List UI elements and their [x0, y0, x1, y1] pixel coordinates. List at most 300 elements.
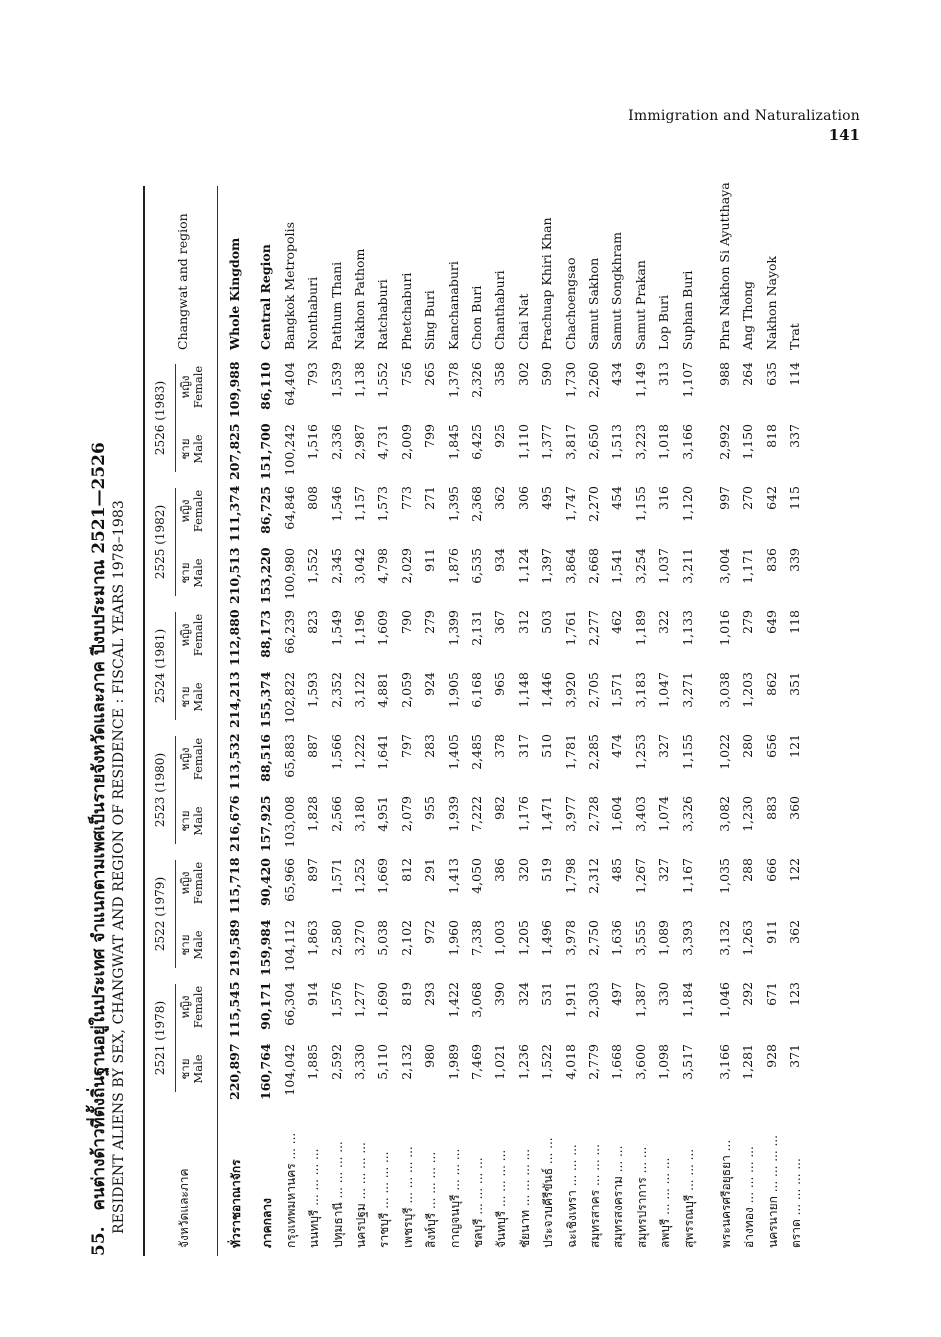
- value-cell: 819: [398, 982, 414, 1006]
- row-label-thai: กาญจนบุรี ... ... ...: [447, 1148, 462, 1248]
- row-label-english: Phetchaburi: [398, 272, 414, 350]
- value-cell: 1,155: [679, 734, 695, 770]
- value-cell: 1,566: [328, 734, 344, 770]
- value-cell: 2,079: [398, 796, 414, 832]
- value-cell: 115,718: [227, 857, 242, 914]
- value-cell: 111,374: [227, 485, 242, 542]
- row-label-english: Pathum Thani: [328, 261, 344, 350]
- value-cell: 2,131: [469, 610, 484, 646]
- row-label-english: Samut Sakhon: [586, 257, 601, 350]
- value-cell: 339: [787, 548, 803, 572]
- value-cell: 210,513: [227, 547, 242, 604]
- value-cell: 503: [539, 610, 555, 634]
- value-cell: 337: [787, 424, 803, 448]
- value-cell: 1,552: [305, 548, 321, 584]
- value-cell: 1,189: [632, 610, 648, 646]
- value-cell: 823: [305, 610, 321, 634]
- value-cell: 2,728: [586, 796, 601, 832]
- value-cell: 1,387: [632, 982, 648, 1018]
- value-cell: 4,018: [562, 1044, 578, 1080]
- value-cell: 1,176: [515, 796, 531, 832]
- value-cell: 6,425: [469, 424, 484, 460]
- year-header: [153, 356, 167, 480]
- row-label-english: Lop Buri: [656, 294, 672, 350]
- value-cell: 3,920: [562, 672, 578, 708]
- value-cell: 1,636: [609, 920, 625, 956]
- value-cell: 1,184: [679, 982, 695, 1018]
- female-header: [179, 356, 205, 418]
- female-label-th: หญิง: [178, 375, 192, 399]
- value-cell: 3,403: [632, 796, 648, 832]
- value-cell: 1,155: [632, 486, 648, 522]
- value-cell: 100,980: [281, 548, 297, 600]
- male-header: [179, 914, 205, 976]
- row-label-english: Chai Nat: [515, 293, 531, 350]
- value-cell: 279: [740, 610, 756, 634]
- female-header: [179, 728, 205, 790]
- value-cell: 64,846: [281, 486, 297, 530]
- value-cell: 510: [539, 734, 555, 758]
- value-cell: 2,285: [586, 734, 601, 770]
- female-label-th: หญิง: [178, 623, 192, 647]
- value-cell: 1,107: [679, 362, 695, 398]
- value-cell: 109,988: [227, 361, 242, 418]
- female-label-en: Female: [191, 489, 205, 533]
- value-cell: 3,004: [717, 548, 732, 584]
- value-cell: 1,546: [328, 486, 344, 522]
- row-label-english: Trat: [787, 323, 803, 350]
- value-cell: 756: [398, 362, 414, 386]
- value-cell: 371: [787, 1044, 803, 1068]
- header-changwat-thai: จังหวัดและภาค: [177, 1168, 191, 1248]
- row-label-english: Kanchanaburi: [445, 261, 461, 350]
- row-label-english: Whole Kingdom: [227, 237, 242, 350]
- value-cell: 1,576: [328, 982, 344, 1018]
- value-cell: 1,885: [305, 1044, 321, 1080]
- value-cell: 897: [305, 858, 321, 882]
- value-cell: 1,828: [305, 796, 321, 832]
- year-en: (1979): [153, 876, 167, 921]
- value-cell: 1,960: [445, 920, 461, 956]
- value-cell: 462: [609, 610, 625, 634]
- value-cell: 1,609: [375, 610, 391, 646]
- value-cell: 914: [305, 982, 321, 1006]
- value-cell: 322: [656, 610, 672, 634]
- value-cell: 302: [515, 362, 531, 386]
- value-cell: 793: [305, 362, 321, 386]
- value-cell: 656: [763, 734, 779, 758]
- female-label-th: หญิง: [178, 747, 192, 771]
- year-th: 2524: [153, 672, 167, 704]
- value-cell: 115: [787, 486, 803, 510]
- value-cell: 790: [398, 610, 414, 634]
- value-cell: 100,242: [281, 424, 297, 476]
- row-label-english: Nakhon Nayok: [763, 255, 779, 350]
- value-cell: 330: [656, 982, 672, 1006]
- value-cell: 1,730: [562, 362, 578, 398]
- value-cell: 3,864: [562, 548, 578, 584]
- female-label-en: Female: [191, 737, 205, 781]
- value-cell: 7,222: [469, 796, 484, 832]
- title-english: RESIDENT ALIENS BY SEX, CHANGWAT AND REGION OF RESIDENCE : FISCAL YEARS 1978–1983: [111, 500, 127, 1234]
- value-cell: 3,211: [679, 548, 695, 584]
- value-cell: 955: [422, 796, 438, 820]
- value-cell: 1,863: [305, 920, 321, 956]
- value-cell: 2,992: [717, 424, 732, 460]
- value-cell: 2,059: [398, 672, 414, 708]
- value-cell: 1,496: [539, 920, 555, 956]
- value-cell: 358: [492, 362, 508, 386]
- value-cell: 2,705: [586, 672, 601, 708]
- value-cell: 351: [787, 672, 803, 696]
- value-cell: 1,399: [445, 610, 461, 646]
- value-cell: 2,270: [586, 486, 601, 522]
- value-cell: 155,374: [258, 671, 274, 728]
- value-cell: 66,304: [281, 982, 297, 1026]
- value-cell: 997: [717, 486, 732, 510]
- value-cell: 2,303: [586, 982, 601, 1018]
- value-cell: 4,951: [375, 796, 391, 832]
- value-cell: 1,668: [609, 1044, 625, 1080]
- value-cell: 590: [539, 362, 555, 386]
- value-cell: 1,422: [445, 982, 461, 1018]
- row-label-thai: ฉะเชิงเทรา ... ... ...: [564, 1144, 579, 1248]
- value-cell: 519: [539, 858, 555, 882]
- year-header: [153, 852, 167, 976]
- value-cell: 104,042: [281, 1044, 297, 1096]
- male-label-th: ชาย: [178, 438, 192, 460]
- value-cell: 924: [422, 672, 438, 696]
- female-label-th: หญิง: [178, 871, 192, 895]
- value-cell: 3,600: [632, 1044, 648, 1080]
- value-cell: 934: [492, 548, 508, 572]
- value-cell: 1,205: [515, 920, 531, 956]
- row-label-thai: สิงห์บุรี ... ... ... ...: [424, 1151, 439, 1248]
- row-label-thai: กรุงเทพมหานคร ... ...: [283, 1132, 298, 1248]
- value-cell: 6,168: [469, 672, 484, 708]
- year-th: 2526: [153, 424, 167, 456]
- female-label-th: หญิง: [178, 499, 192, 523]
- value-cell: 1,798: [562, 858, 578, 894]
- value-cell: 1,267: [632, 858, 648, 894]
- value-cell: 270: [740, 486, 756, 510]
- male-label-en: Male: [191, 930, 205, 960]
- value-cell: 2,352: [328, 672, 344, 708]
- value-cell: 1,395: [445, 486, 461, 522]
- female-label-en: Female: [191, 613, 205, 657]
- value-cell: 2,102: [398, 920, 414, 956]
- value-cell: 102,822: [281, 672, 297, 724]
- male-label-th: ชาย: [178, 1058, 192, 1080]
- value-cell: 1,571: [609, 672, 625, 708]
- value-cell: 265: [422, 362, 438, 386]
- value-cell: 3,068: [469, 982, 484, 1018]
- female-header: [179, 976, 205, 1038]
- value-cell: 1,110: [515, 424, 531, 460]
- male-label-en: Male: [191, 434, 205, 464]
- row-label-thai: นครนายก ... ... ... ...: [765, 1135, 780, 1248]
- value-cell: 1,277: [352, 982, 367, 1018]
- year-underline: [175, 984, 176, 1092]
- value-cell: 2,485: [469, 734, 484, 770]
- row-label-english: Ang Thong: [740, 280, 756, 350]
- value-cell: 965: [492, 672, 508, 696]
- year-en: (1978): [153, 1000, 167, 1045]
- value-cell: 1,016: [717, 610, 732, 646]
- row-label-english: Samut Songkhram: [609, 232, 625, 350]
- value-cell: 90,171: [258, 982, 274, 1030]
- value-cell: 1,522: [539, 1044, 555, 1080]
- male-label-en: Male: [191, 806, 205, 836]
- value-cell: 2,668: [586, 548, 601, 584]
- row-label-english: Central Region: [258, 244, 274, 350]
- value-cell: 3,223: [632, 424, 648, 460]
- value-cell: 283: [422, 734, 438, 758]
- value-cell: 1,253: [632, 734, 648, 770]
- value-cell: 3,042: [352, 548, 367, 584]
- page-header: [560, 108, 860, 144]
- row-label-thai: ทั่วราชอาณาจักร: [229, 1159, 243, 1248]
- row-label-english: Suphan Buri: [679, 270, 695, 350]
- value-cell: 64,404: [281, 362, 297, 406]
- year-header: [153, 480, 167, 604]
- value-cell: 5,110: [375, 1044, 391, 1080]
- male-label-en: Male: [191, 682, 205, 712]
- value-cell: 1,781: [562, 734, 578, 770]
- value-cell: 1,120: [679, 486, 695, 522]
- value-cell: 1,167: [679, 858, 695, 894]
- value-cell: 1,074: [656, 796, 672, 832]
- value-cell: 1,230: [740, 796, 756, 832]
- value-cell: 288: [740, 858, 756, 882]
- value-cell: 3,082: [717, 796, 732, 832]
- value-cell: 390: [492, 982, 508, 1006]
- value-cell: 2,750: [586, 920, 601, 956]
- value-cell: 360: [787, 796, 803, 820]
- value-cell: 1,378: [445, 362, 461, 398]
- female-label-th: หญิง: [178, 995, 192, 1019]
- value-cell: 1,905: [445, 672, 461, 708]
- value-cell: 207,825: [227, 423, 242, 480]
- year-underline: [175, 364, 176, 472]
- value-cell: 1,911: [562, 982, 578, 1018]
- rotated-table-page: [85, 182, 865, 1256]
- value-cell: 2,029: [398, 548, 414, 584]
- value-cell: 219,589: [227, 919, 242, 976]
- value-cell: 1,196: [352, 610, 367, 646]
- value-cell: 454: [609, 486, 625, 510]
- value-cell: 1,150: [740, 424, 756, 460]
- value-cell: 292: [740, 982, 756, 1006]
- value-cell: 485: [609, 858, 625, 882]
- value-cell: 153,220: [258, 547, 274, 604]
- value-cell: 1,047: [656, 672, 672, 708]
- female-header: [179, 480, 205, 542]
- value-cell: 836: [763, 548, 779, 572]
- value-cell: 635: [763, 362, 779, 386]
- value-cell: 1,541: [609, 548, 625, 584]
- value-cell: 3,254: [632, 548, 648, 584]
- row-label-english: Ratchaburi: [375, 279, 391, 350]
- row-label-thai: ราชบุรี ... ... ... ...: [377, 1151, 392, 1248]
- value-cell: 3,393: [679, 920, 695, 956]
- row-label-english: Chon Buri: [469, 285, 484, 350]
- row-label-thai: ปทุมธานี ... ... ... ...: [330, 1141, 345, 1248]
- value-cell: 666: [763, 858, 779, 882]
- male-label-th: ชาย: [178, 562, 192, 584]
- value-cell: 773: [398, 486, 414, 510]
- row-label-english: Sing Buri: [422, 290, 438, 350]
- value-cell: 2,336: [328, 424, 344, 460]
- row-label-english: Nakhon Pathom: [352, 248, 367, 350]
- male-header: [179, 666, 205, 728]
- value-cell: 3,183: [632, 672, 648, 708]
- value-cell: 88,516: [258, 734, 274, 782]
- value-cell: 88,173: [258, 610, 274, 658]
- value-cell: 113,532: [227, 733, 242, 790]
- value-cell: 1,604: [609, 796, 625, 832]
- value-cell: 122: [787, 858, 803, 882]
- value-cell: 2,312: [586, 858, 601, 894]
- value-cell: 4,881: [375, 672, 391, 708]
- value-cell: 291: [422, 858, 438, 882]
- male-label-en: Male: [191, 558, 205, 588]
- male-label-th: ชาย: [178, 810, 192, 832]
- value-cell: 1,149: [632, 362, 648, 398]
- value-cell: 280: [740, 734, 756, 758]
- value-cell: 121: [787, 734, 803, 758]
- value-cell: 1,405: [445, 734, 461, 770]
- header-rule: [217, 186, 218, 1256]
- value-cell: 3,271: [679, 672, 695, 708]
- value-cell: 1,222: [352, 734, 367, 770]
- value-cell: 1,263: [740, 920, 756, 956]
- value-cell: 1,021: [492, 1044, 508, 1080]
- year-header: [153, 728, 167, 852]
- value-cell: 887: [305, 734, 321, 758]
- value-cell: 5,038: [375, 920, 391, 956]
- title-thai: คนต่างด้าวที่ตั้งถิ่นฐานอยู่ในประเทศ จำแนกตามเพศเป็นรายจังหวัดและภาค ปีงบประมาณ 2521—2526: [89, 442, 109, 1211]
- row-label-english: Samut Prakan: [632, 260, 648, 350]
- value-cell: 378: [492, 734, 508, 758]
- value-cell: 3,555: [632, 920, 648, 956]
- value-cell: 928: [763, 1044, 779, 1068]
- value-cell: 862: [763, 672, 779, 696]
- year-underline: [175, 488, 176, 596]
- value-cell: 316: [656, 486, 672, 510]
- value-cell: 1,413: [445, 858, 461, 894]
- value-cell: 4,050: [469, 858, 484, 894]
- value-cell: 1,377: [539, 424, 555, 460]
- year-underline: [175, 860, 176, 968]
- year-header: [153, 976, 167, 1100]
- value-cell: 2,650: [586, 424, 601, 460]
- value-cell: 112,880: [227, 609, 242, 666]
- value-cell: 1,281: [740, 1044, 756, 1080]
- value-cell: 386: [492, 858, 508, 882]
- value-cell: 2,592: [328, 1044, 344, 1080]
- female-label-en: Female: [191, 861, 205, 905]
- row-label-thai: ตราด ... ... ... ...: [789, 1158, 804, 1248]
- value-cell: 271: [422, 486, 438, 510]
- value-cell: 2,345: [328, 548, 344, 584]
- male-header: [179, 542, 205, 604]
- value-cell: 2,009: [398, 424, 414, 460]
- year-th: 2522: [153, 920, 167, 952]
- row-label-thai: อ่างทอง ... ... ... ...: [742, 1146, 757, 1248]
- row-label-thai: ประจวบคีรีขันธ์ ... ...: [541, 1137, 556, 1248]
- value-cell: 3,978: [562, 920, 578, 956]
- value-cell: 104,112: [281, 920, 297, 972]
- value-cell: 2,368: [469, 486, 484, 522]
- value-cell: 159,984: [258, 919, 274, 976]
- value-cell: 160,764: [258, 1043, 274, 1100]
- value-cell: 1,845: [445, 424, 461, 460]
- value-cell: 115,545: [227, 981, 242, 1038]
- value-cell: 264: [740, 362, 756, 386]
- value-cell: 2,132: [398, 1044, 414, 1080]
- value-cell: 497: [609, 982, 625, 1006]
- male-label-th: ชาย: [178, 934, 192, 956]
- value-cell: 649: [763, 610, 779, 634]
- female-header: [179, 604, 205, 666]
- value-cell: 3,038: [717, 672, 732, 708]
- value-cell: 313: [656, 362, 672, 386]
- value-cell: 1,203: [740, 672, 756, 708]
- row-label-english: Chachoengsao: [562, 257, 578, 350]
- value-cell: 2,580: [328, 920, 344, 956]
- value-cell: 812: [398, 858, 414, 882]
- value-cell: 367: [492, 610, 508, 634]
- row-label-thai: เพชรบุรี ... ... ... ...: [400, 1146, 415, 1248]
- value-cell: 3,270: [352, 920, 367, 956]
- value-cell: 362: [492, 486, 508, 510]
- value-cell: 4,731: [375, 424, 391, 460]
- value-cell: 1,171: [740, 548, 756, 584]
- value-cell: 90,420: [258, 858, 274, 906]
- row-label-english: Nonthaburi: [305, 276, 321, 350]
- value-cell: 1,690: [375, 982, 391, 1018]
- row-label-thai: นนทบุรี ... ... ... ...: [307, 1148, 322, 1248]
- value-cell: 3,180: [352, 796, 367, 832]
- value-cell: 1,252: [352, 858, 367, 894]
- value-cell: 2,260: [586, 362, 601, 398]
- value-cell: 1,046: [717, 982, 732, 1018]
- row-label-english: Bangkok Metropolis: [281, 222, 297, 350]
- row-label-thai: สมุทรสงคราม ... ...: [611, 1145, 626, 1248]
- value-cell: 1,236: [515, 1044, 531, 1080]
- value-cell: 320: [515, 858, 531, 882]
- value-cell: 671: [763, 982, 779, 1006]
- value-cell: 1,035: [717, 858, 732, 894]
- year-th: 2523: [153, 796, 167, 828]
- value-cell: 324: [515, 982, 531, 1006]
- value-cell: 1,148: [515, 672, 531, 708]
- value-cell: 1,124: [515, 548, 531, 584]
- resident-aliens-table: [143, 182, 867, 1256]
- value-cell: 1,098: [656, 1044, 672, 1080]
- value-cell: 1,471: [539, 796, 555, 832]
- row-label-thai: สมุทรปราการ ... ...: [634, 1146, 649, 1248]
- value-cell: 2,566: [328, 796, 344, 832]
- value-cell: 65,883: [281, 734, 297, 778]
- row-label-thai: ชลบุรี ... ... ... ...: [471, 1157, 485, 1248]
- value-cell: 1,022: [717, 734, 732, 770]
- value-cell: 925: [492, 424, 508, 448]
- value-cell: 118: [787, 610, 803, 634]
- value-cell: 495: [539, 486, 555, 510]
- female-header: [179, 852, 205, 914]
